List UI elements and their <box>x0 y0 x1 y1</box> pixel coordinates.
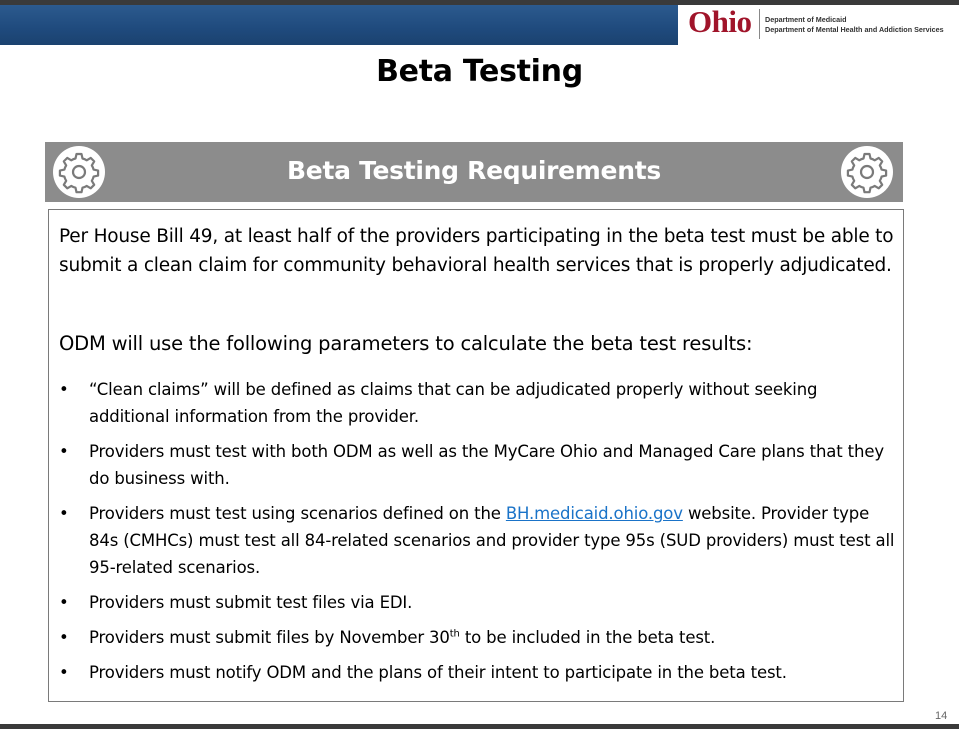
bh-medicaid-link[interactable]: BH.medicaid.ohio.gov <box>505 504 683 523</box>
list-item-text-end: to be included in the beta test. <box>459 628 716 647</box>
dept-mental-health-label: Department of Mental Health and Addiction Services <box>765 25 944 34</box>
ordinal-suffix: th <box>449 628 460 640</box>
list-item <box>59 376 895 430</box>
list-item-text: Providers must notify ODM and the plans of their intent to participate in the beta test. <box>89 663 787 682</box>
house-bill-paragraph: Per House Bill 49, at least half of the providers participating in the beta test must be able to submit a clean claim for community behavioral health services that is properly adjudicated. <box>59 226 894 276</box>
requirements-heading: Beta Testing Requirements <box>287 156 661 185</box>
list-item-text: Providers must test with both ODM as well as the MyCare Ohio and Managed Care plans that they do business with. <box>89 442 884 488</box>
dept-medicaid-label: Department of Medicaid <box>765 15 847 24</box>
list-item <box>59 589 895 616</box>
list-item <box>59 659 895 686</box>
header-bar <box>0 5 678 45</box>
parameters-intro: ODM will use the following parameters to calculate the beta test results: <box>59 332 753 355</box>
list-item-text: Providers must submit files by November 30 <box>89 628 450 647</box>
bottom-strip <box>0 724 959 729</box>
bullet-icon: • <box>59 442 69 461</box>
page-number: 14 <box>935 710 948 722</box>
bullet-icon: • <box>59 593 69 612</box>
ohio-logo: Ohio <box>688 4 752 39</box>
list-item <box>59 438 895 492</box>
requirements-content-box <box>48 209 904 702</box>
list-item <box>59 500 895 581</box>
gear-icon <box>840 145 894 199</box>
list-item-text: Providers must submit test files via EDI. <box>89 593 413 612</box>
list-item-text-before-link: Providers must test using scenarios defined on the <box>89 504 506 523</box>
bullet-icon: • <box>59 663 69 682</box>
bullet-icon: • <box>59 380 69 399</box>
bullet-icon: • <box>59 628 69 647</box>
requirements-list <box>59 376 895 694</box>
list-item-text: “Clean claims” will be defined as claims that can be adjudicated properly without seeking additional information from the provider. <box>89 380 818 426</box>
list-item <box>59 624 895 651</box>
logo-divider <box>759 9 760 39</box>
bullet-icon: • <box>59 504 69 523</box>
requirements-header-bar <box>45 142 903 202</box>
slide-title: Beta Testing <box>376 54 583 89</box>
list-item-text-after-link: website. Provider type 84s (CMHCs) must test all 84-related scenarios and provider type 95s (SUD providers) must test all 95-related scenarios. <box>89 504 895 577</box>
